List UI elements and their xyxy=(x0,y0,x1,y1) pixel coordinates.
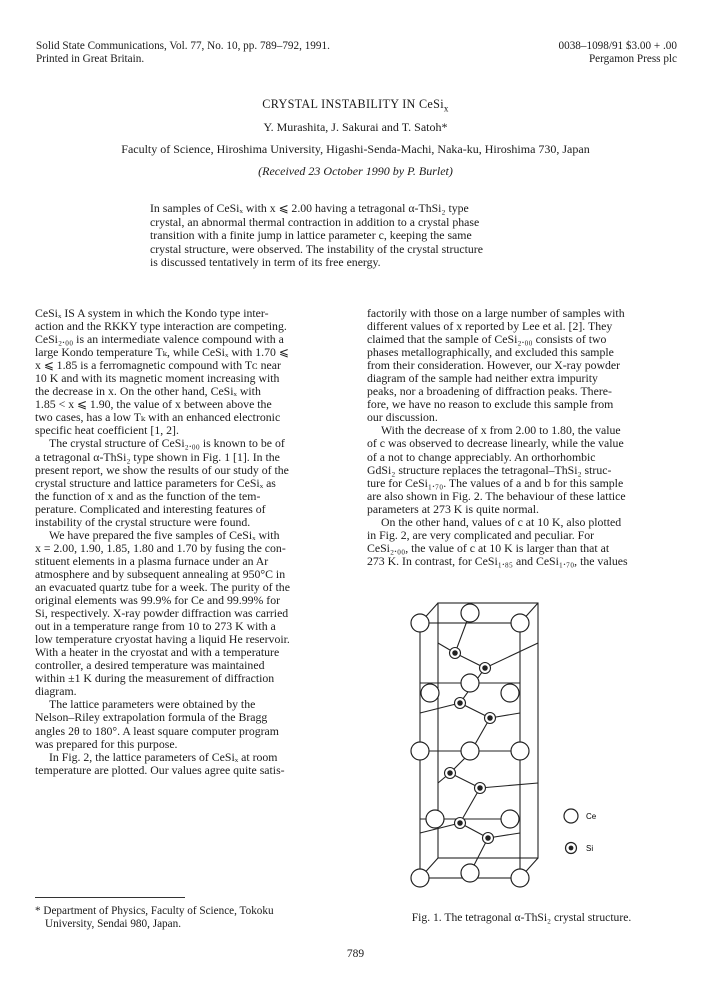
right-column-line: of c was observed to decrease linearly, while the value xyxy=(367,437,624,451)
left-column-line: Si, respectively. X-ray powder diffraction was carried xyxy=(35,607,289,621)
left-column-line: was prepared for this purpose. xyxy=(35,737,178,751)
left-column-line: With a heater in the cryostat and with a temperature xyxy=(35,646,280,660)
left-column-line: within ±1 K during the measurement of diffraction xyxy=(35,672,275,686)
figure-caption: Fig. 1. The tetragonal α-ThSi₂ crystal structure. xyxy=(411,911,632,924)
abstract-line: is discussed tentatively in term of its free energy. xyxy=(150,256,381,270)
left-column-line: temperature are plotted. Our values agree quite satis- xyxy=(35,763,285,777)
figure-legend xyxy=(564,809,597,854)
left-column-line: low temperature cryostat having a liquid He reservoir. xyxy=(35,633,290,647)
left-column-line: crystal structure and lattice parameters for CeSiₓ as xyxy=(35,476,276,490)
abstract-line: crystal, an abnormal thermal contraction in addition to a crystal phase xyxy=(150,215,480,229)
received-date: (Received 23 October 1990 by P. Burlet) xyxy=(258,164,453,178)
left-column-line: We have prepared the five samples of CeSiₓ with xyxy=(49,528,280,542)
crystal-structure-figure xyxy=(400,583,640,893)
left-column-line: the decrease in x. On the other hand, CeSiₓ with xyxy=(35,385,261,399)
left-column-line: x = 2.00, 1.90, 1.85, 1.80 and 1.70 by fusing the con- xyxy=(35,541,286,555)
right-column-line: claimed that the sample of CeSi₂.₀₀ consists of two xyxy=(367,333,607,347)
left-column-line: controller, a desired temperature was maintained xyxy=(35,659,265,673)
right-column-line: factorily with those on a large number of samples with xyxy=(367,307,625,320)
right-column-line: fore, we have no reason to exclude this sample from xyxy=(367,398,614,412)
left-column-line: atmosphere and by subsequent annealing at 950°C in xyxy=(35,567,286,581)
right-column-line: in Fig. 2, are very complicated and peculiar. For xyxy=(367,528,595,542)
left-column xyxy=(35,307,358,777)
left-column-line: instability of the crystal structure were found. xyxy=(35,515,251,529)
right-column-line: our discussion. xyxy=(367,411,438,425)
page-number: 789 xyxy=(346,948,365,960)
right-column-line: of a not to change appreciably. An orthorhombic xyxy=(367,450,596,464)
right-column-line: parameters at 273 K is quite normal. xyxy=(367,502,539,516)
right-column-line: from their consideration. However, our X-ray powder xyxy=(367,359,621,373)
ce-legend-label: Ce xyxy=(586,812,597,821)
abstract-line: transition with a finite jump in lattice parameter c, keeping the same xyxy=(150,229,472,243)
footnote-line-1: * Department of Physics, Faculty of Science, Tokoku xyxy=(35,905,274,917)
right-column-line: different values of x reported by Lee et al. [2]. They xyxy=(367,320,613,334)
left-column-line: present report, we show the results of our study of the xyxy=(35,463,289,477)
right-column-line: peaks, nor a broadening of diffraction peaks. There- xyxy=(367,385,612,399)
right-column-line: GdSi₂ structure replaces the tetragonal–ThSi₂ struc- xyxy=(367,463,612,477)
left-column-line: x ⩽ 1.85 is a ferromagnetic compound with Tᴄ near xyxy=(35,359,281,373)
left-column-line: original elements was 99.9% for Ce and 99.99% for xyxy=(35,594,281,608)
journal-citation: Solid State Communications, Vol. 77, No. 10, pp. 789–792, 1991. xyxy=(36,40,330,52)
left-column-line: The crystal structure of CeSi₂.₀₀ is known to be of xyxy=(49,437,285,451)
left-column-line: CeSiₓ IS A system in which the Kondo type inter- xyxy=(35,307,269,320)
left-column-line: Nelson–Riley extrapolation formula of the Bragg xyxy=(35,711,268,725)
left-column-line: the function of x and as the function of the tem- xyxy=(35,489,261,503)
right-column-line: On the other hand, values of c at 10 K, also plotted xyxy=(381,515,622,529)
left-column-line: 10 K and with its magnetic moment increasing with xyxy=(35,372,280,386)
footnote-line-2: University, Sendai 980, Japan. xyxy=(45,918,181,930)
affiliation: Faculty of Science, Hiroshima University, Higashi-Senda-Machi, Naka-ku, Hiroshima 730, Japan xyxy=(121,142,590,156)
si-legend-label: Si xyxy=(586,844,594,853)
article-title xyxy=(0,97,711,113)
abstract xyxy=(150,202,566,270)
printed-in: Printed in Great Britain. xyxy=(36,53,145,65)
ce-legend-symbol xyxy=(564,809,578,823)
right-column-line: With the decrease of x from 2.00 to 1.80, the value xyxy=(381,424,621,438)
right-column-line: diagram of the sample had neither extra impurity xyxy=(367,372,598,386)
left-column-line: an evacuated quartz tube for a week. The purity of the xyxy=(35,580,290,594)
ce-atoms xyxy=(411,604,529,887)
left-column-line: perature. Complicated and interesting features of xyxy=(35,502,266,516)
abstract-line: In samples of CeSiₓ with x ⩽ 2.00 having a tetragonal α-ThSi₂ type xyxy=(150,202,469,215)
left-column-line: stituent elements in a plasma furnace under an Ar xyxy=(35,554,269,568)
right-column-line: phases metallographically, and excluded this sample xyxy=(367,346,614,360)
right-column-line: CeSi₂.₀₀, the value of c at 10 K is larger than that at xyxy=(367,541,610,555)
abstract-line: crystal structure, were observed. The instability of the crystal structure xyxy=(150,242,483,256)
si-legend-symbol-core xyxy=(569,846,574,851)
publisher: Pergamon Press plc xyxy=(588,53,677,65)
article-title-text: CRYSTAL INSTABILITY IN CeSi xyxy=(262,97,444,111)
left-column-line: specific heat coefficient [1, 2]. xyxy=(35,424,179,438)
unit-cell-lines xyxy=(420,603,538,878)
journal-code: 0038–1098/91 $3.00 + .00 xyxy=(558,40,677,52)
right-column-line: 273 K. In contrast, for CeSi₁.₈₅ and CeSi₁.₇₀, the values xyxy=(367,554,628,568)
left-column-line: out in a temperature range from 10 to 273 K with a xyxy=(35,620,276,634)
left-column-line: a tetragonal α-ThSi₂ type shown in Fig. 1 [1]. In the xyxy=(35,450,280,464)
right-column-line: are also shown in Fig. 2. The behaviour of these lattice xyxy=(367,489,626,503)
right-column-line: ture for CeSi₁.₇₀. The values of a and b for this sample xyxy=(367,476,624,490)
left-column-line: action and the RKKY type interaction are competing. xyxy=(35,320,287,334)
left-column-line: The lattice parameters were obtained by the xyxy=(49,698,256,712)
article-title-subscript: x xyxy=(443,103,449,114)
left-column-line: large Kondo temperature Tₖ, while CeSiₓ with 1.70 ⩽ xyxy=(35,346,289,360)
left-column-line: CeSi₂.₀₀ is an intermediate valence compound with a xyxy=(35,333,284,347)
right-column xyxy=(367,307,676,568)
left-column-line: two cases, has a low Tₖ with an enhanced electronic xyxy=(35,411,281,425)
left-column-line: angles 2θ to 180°. A least square computer program xyxy=(35,724,279,738)
footnote-rule xyxy=(35,897,185,898)
authors: Y. Murashita, J. Sakurai and T. Satoh* xyxy=(263,120,448,134)
left-column-line: diagram. xyxy=(35,685,77,699)
left-column-line: In Fig. 2, the lattice parameters of CeSiₓ at room xyxy=(49,750,278,764)
left-column-line: 1.85 < x ⩽ 1.90, the value of x between above the xyxy=(35,398,272,412)
